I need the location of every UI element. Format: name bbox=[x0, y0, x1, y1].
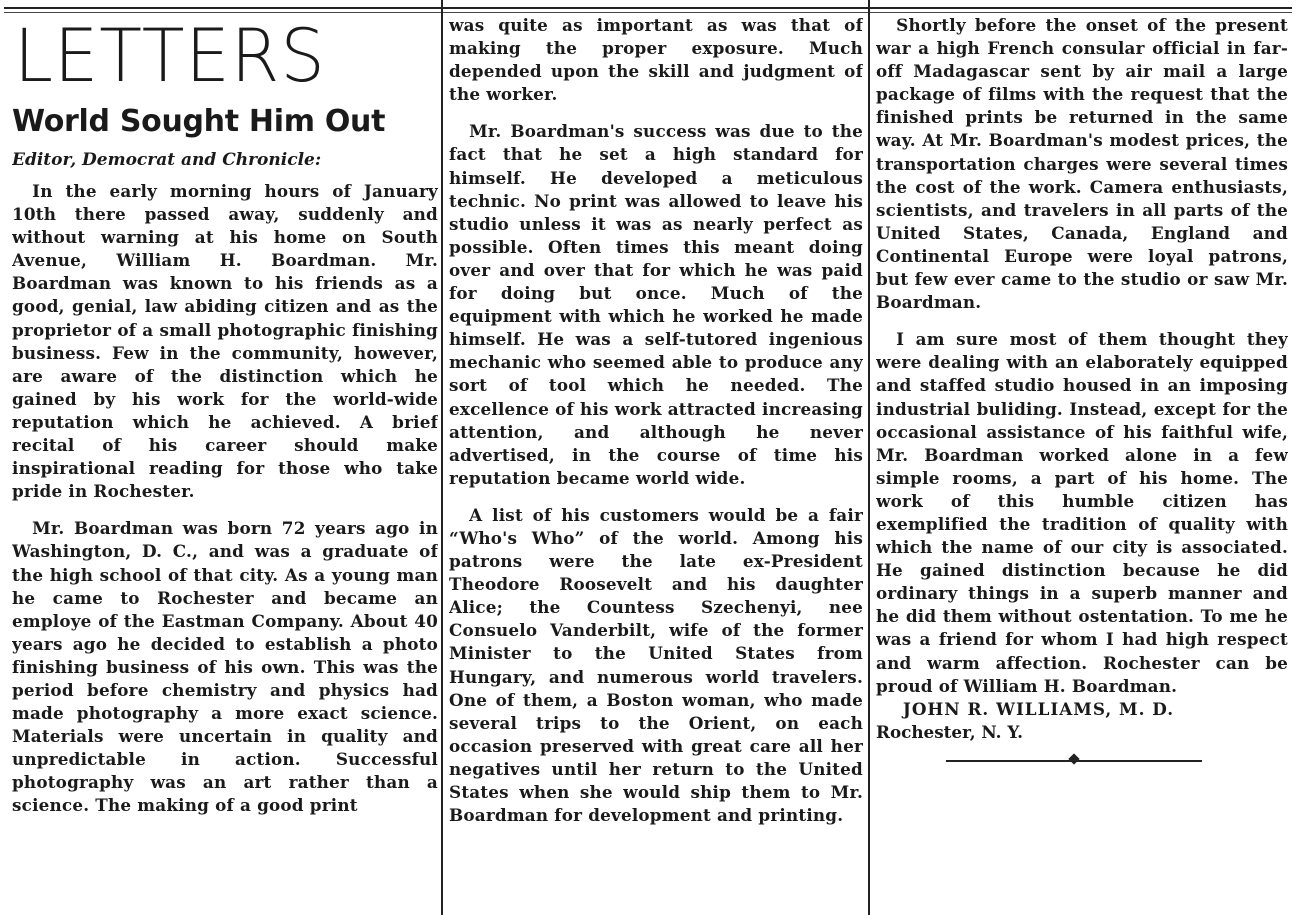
paragraph: Mr. Boardman's success was due to the fact that he set a high standard for himself. He developed a meticulous technic. No print was allowed to leave his studio unless it was as nearly perfect as possible. Often times this meant doing over and over that for which he was paid for doing but once. Much of the equipment with which he worked he made himself. He was a self-tutored ingenious mechanic who seemed able to produce any sort of tool which he needed. The excellence of his work attracted increasing attention, and although he never advertised, in the course of time his reputation became world wide. bbox=[449, 121, 863, 488]
top-rule-thin bbox=[4, 12, 1292, 13]
column-rule bbox=[868, 0, 870, 915]
paragraph: Mr. Boardman was born 72 years ago in Washington, D. C., and was a graduate of the high school of that city. As a young man he came to Rochester and became an employe of the Eastman Company. About 40 years ago he decided to establish a photo finishing business of his own. This was the period before chemistry and physics had made photography a more exact science. Materials were uncertain in quality and unpredictable in action. Successful photography was an art rather than a science. The making of a good print bbox=[12, 518, 438, 816]
signature-name: JOHN R. WILLIAMS, M. D. bbox=[902, 698, 1175, 719]
masthead: LETTERS bbox=[14, 14, 326, 100]
salutation: Editor, Democrat and Chronicle: bbox=[12, 150, 322, 170]
paragraph: In the early morning hours of January 10th there passed away, suddenly and without warning at his home on South Avenue, William H. Boardman. Mr. Boardman was known to his friends as a good, genial, law abiding citizen and as the proprietor of a small photographic finishing business. Few in the community, however, are aware of the distinction which he gained by his work for the world-wide reputation which he achieved. A brief recital of his career should make inspirational reading for those who take pride in Rochester. bbox=[12, 181, 438, 502]
paragraph: Shortly before the onset of the present war a high French consular official in far-off Madagascar sent by air mail a large package of films with the request that the finished prints be returned in the same way. At Mr. Boardman's modest prices, the transportation charges were several times the cost of the work. Camera enthusiasts, scientists, and travelers in all parts of the United States, Canada, England and Continental Europe were loyal patrons, but few ever came to the studio or saw Mr. Boardman. bbox=[876, 15, 1288, 313]
paragraph: I am sure most of them thought they were dealing with an elaborately equipped and staffed studio housed in an imposing industrial buliding. Instead, except for the occasional assistance of his faithful wife, Mr. Boardman worked alone in a few simple rooms, a part of his home. The work of this humble citizen has exemplified the tradition of quality with which the name of our city is associated. He gained distinction because he did ordinary things in a superb manner and he did them without ostentation. To me he was a friend for whom I had high respect and warm affection. Rochester can be proud of William H. Boardman. bbox=[876, 329, 1288, 696]
end-ornament bbox=[946, 754, 1202, 768]
column-2 bbox=[449, 14, 863, 910]
signature-location: Rochester, N. Y. bbox=[876, 721, 1024, 742]
column-1 bbox=[12, 14, 438, 910]
column-rule bbox=[441, 0, 443, 915]
headline: World Sought Him Out bbox=[12, 104, 386, 139]
paragraph: was quite as important as was that of making the proper exposure. Much depended upon the skill and judgment of the worker. bbox=[449, 15, 863, 105]
column-3 bbox=[876, 14, 1288, 910]
top-rule bbox=[4, 7, 1292, 9]
diamond-icon bbox=[1068, 753, 1079, 764]
paragraph: A list of his customers would be a fair “Who's Who” of the world. Among his patrons were the late ex-President Theodore Roosevelt and his daughter Alice; the Countess Szechenyi, nee Consuelo Vanderbilt, wife of the former Minister to the United States from Hungary, and numerous world travelers. One of them, a Boston woman, who made several trips to the Orient, on each occasion preserved with great care all her negatives until her return to the United States when she would ship them to Mr. Boardman for development and printing. bbox=[449, 504, 863, 826]
